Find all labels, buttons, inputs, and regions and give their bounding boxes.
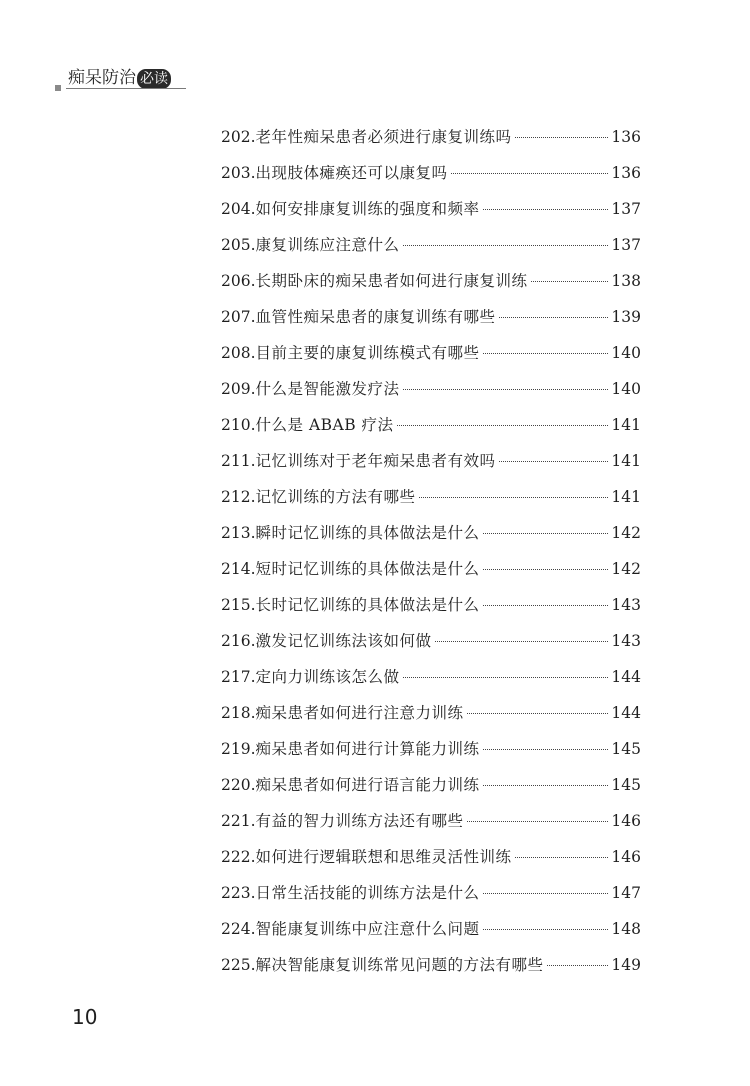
toc-entry-page: 143: [611, 596, 641, 614]
toc-entry-page: 141: [611, 452, 641, 470]
toc-dot-leader: [403, 677, 609, 678]
toc-entry-page: 136: [611, 128, 641, 146]
toc-entry-page: 148: [611, 920, 641, 938]
toc-entry-page: 144: [611, 704, 641, 722]
book-title: [68, 68, 171, 89]
toc-dot-leader: [483, 209, 609, 210]
toc-entry-number: 223.: [221, 884, 256, 902]
toc-entry-title: 什么是 ABAB 疗法: [255, 416, 394, 434]
toc-entry-number: 210.: [221, 416, 256, 434]
toc-entry-number: 211.: [221, 452, 256, 470]
toc-dot-leader: [483, 353, 609, 354]
toc-dot-leader: [467, 821, 609, 822]
header-rule: [66, 88, 186, 89]
toc-entry[interactable]: [221, 558, 641, 594]
toc-entry-number: 207.: [221, 308, 256, 326]
toc-entry-title: 智能康复训练中应注意什么问题: [255, 920, 480, 938]
toc-dot-leader: [515, 857, 609, 858]
toc-entry[interactable]: [221, 738, 641, 774]
toc-entry[interactable]: [221, 630, 641, 666]
toc-entry-page: 147: [611, 884, 641, 902]
toc-entry-number: 209.: [221, 380, 256, 398]
toc-entry-title: 激发记忆训练法该如何做: [255, 632, 432, 650]
toc-entry-number: 222.: [221, 848, 256, 866]
toc-entry-title: 如何安排康复训练的强度和频率: [255, 200, 480, 218]
toc-dot-leader: [403, 245, 609, 246]
toc-entry[interactable]: [221, 306, 641, 342]
toc-entry[interactable]: [221, 954, 641, 990]
toc-entry[interactable]: [221, 522, 641, 558]
toc-entry-number: 213.: [221, 524, 256, 542]
toc-entry[interactable]: [221, 810, 641, 846]
toc-entry-page: 149: [611, 956, 641, 974]
toc-dot-leader: [483, 605, 609, 606]
toc-entry-page: 137: [611, 200, 641, 218]
toc-entry-title: 康复训练应注意什么: [255, 236, 400, 254]
toc-entry-title: 痴呆患者如何进行注意力训练: [255, 704, 464, 722]
toc-entry-title: 老年性痴呆患者必须进行康复训练吗: [255, 128, 512, 146]
toc-dot-leader: [483, 749, 609, 750]
toc-dot-leader: [403, 389, 609, 390]
toc-entry-page: 146: [611, 812, 641, 830]
toc-entry[interactable]: [221, 594, 641, 630]
toc-entry[interactable]: [221, 486, 641, 522]
toc-dot-leader: [547, 965, 609, 966]
toc-entry-page: 140: [611, 344, 641, 362]
toc-entry-title: 有益的智力训练方法还有哪些: [255, 812, 464, 830]
toc-dot-leader: [419, 497, 609, 498]
toc-entry[interactable]: [221, 126, 641, 162]
toc-entry-title: 记忆训练对于老年痴呆患者有效吗: [255, 452, 496, 470]
toc-dot-leader: [397, 425, 609, 426]
toc-entry[interactable]: [221, 414, 641, 450]
toc-entry-number: 225.: [221, 956, 256, 974]
toc-dot-leader: [499, 317, 609, 318]
toc-dot-leader: [435, 641, 609, 642]
toc-entry-number: 215.: [221, 596, 256, 614]
toc-entry-page: 142: [611, 524, 641, 542]
toc-entry[interactable]: [221, 702, 641, 738]
toc-entry-page: 137: [611, 236, 641, 254]
toc-entry-page: 141: [611, 416, 641, 434]
toc-entry-number: 204.: [221, 200, 256, 218]
toc-entry-number: 202.: [221, 128, 256, 146]
toc-entry-number: 212.: [221, 488, 256, 506]
toc-dot-leader: [451, 173, 609, 174]
toc-entry[interactable]: [221, 378, 641, 414]
toc-entry-page: 143: [611, 632, 641, 650]
toc-dot-leader: [483, 533, 609, 534]
toc-entry-page: 141: [611, 488, 641, 506]
toc-dot-leader: [483, 569, 609, 570]
toc-entry-title: 长期卧床的痴呆患者如何进行康复训练: [255, 272, 528, 290]
toc-entry-number: 218.: [221, 704, 256, 722]
toc-entry-number: 216.: [221, 632, 256, 650]
toc-entry-number: 208.: [221, 344, 256, 362]
toc-entry-number: 214.: [221, 560, 256, 578]
toc-entry-title: 日常生活技能的训练方法是什么: [255, 884, 480, 902]
toc-dot-leader: [483, 929, 609, 930]
book-title-text: 痴呆防治: [68, 68, 136, 88]
toc-dot-leader: [467, 713, 609, 714]
toc-entry-title: 记忆训练的方法有哪些: [255, 488, 416, 506]
toc-entry-title: 长时记忆训练的具体做法是什么: [255, 596, 480, 614]
toc-entry-page: 145: [611, 776, 641, 794]
toc-entry-title: 如何进行逻辑联想和思维灵活性训练: [255, 848, 512, 866]
toc-entry-number: 220.: [221, 776, 256, 794]
toc-entry-number: 221.: [221, 812, 256, 830]
toc-entry-title: 痴呆患者如何进行语言能力训练: [255, 776, 480, 794]
toc-entry[interactable]: [221, 918, 641, 954]
toc-entry-page: 146: [611, 848, 641, 866]
toc-entry-title: 定向力训练该怎么做: [255, 668, 400, 686]
toc-entry-number: 206.: [221, 272, 256, 290]
toc-dot-leader: [531, 281, 609, 282]
toc-entry-title: 什么是智能激发疗法: [255, 380, 400, 398]
toc-entry-page: 140: [611, 380, 641, 398]
toc-entry-title: 血管性痴呆患者的康复训练有哪些: [255, 308, 496, 326]
toc-dot-leader: [483, 893, 609, 894]
toc-entry-number: 219.: [221, 740, 256, 758]
toc-entry[interactable]: [221, 846, 641, 882]
page-number: 10: [72, 1005, 98, 1029]
toc-entry-title: 目前主要的康复训练模式有哪些: [255, 344, 480, 362]
book-title-suffix: 必读: [137, 69, 171, 89]
toc-entry[interactable]: [221, 270, 641, 306]
toc-entry-title: 瞬时记忆训练的具体做法是什么: [255, 524, 480, 542]
toc-entry-page: 145: [611, 740, 641, 758]
toc-entry-title: 短时记忆训练的具体做法是什么: [255, 560, 480, 578]
toc-entry[interactable]: [221, 450, 641, 486]
toc-entry[interactable]: [221, 666, 641, 702]
toc-dot-leader: [499, 461, 609, 462]
toc-entry-page: 139: [611, 308, 641, 326]
toc-entry[interactable]: [221, 342, 641, 378]
toc-entry-number: 224.: [221, 920, 256, 938]
toc-entry[interactable]: [221, 162, 641, 198]
toc-entry-title: 解决智能康复训练常见问题的方法有哪些: [255, 956, 544, 974]
toc-entry-page: 138: [611, 272, 641, 290]
toc-entry-page: 142: [611, 560, 641, 578]
toc-entry-number: 203.: [221, 164, 256, 182]
toc-dot-leader: [483, 785, 609, 786]
toc-dot-leader: [515, 137, 609, 138]
toc-entry-page: 144: [611, 668, 641, 686]
toc-entry-title: 痴呆患者如何进行计算能力训练: [255, 740, 480, 758]
toc-entry[interactable]: [221, 774, 641, 810]
toc-entry-page: 136: [611, 164, 641, 182]
toc-entry-number: 205.: [221, 236, 256, 254]
table-of-contents: [221, 126, 641, 990]
toc-entry[interactable]: [221, 234, 641, 270]
toc-entry-title: 出现肢体瘫痪还可以康复吗: [255, 164, 448, 182]
toc-entry-number: 217.: [221, 668, 256, 686]
toc-entry[interactable]: [221, 882, 641, 918]
header-square-marker: [55, 85, 61, 91]
toc-entry[interactable]: [221, 198, 641, 234]
